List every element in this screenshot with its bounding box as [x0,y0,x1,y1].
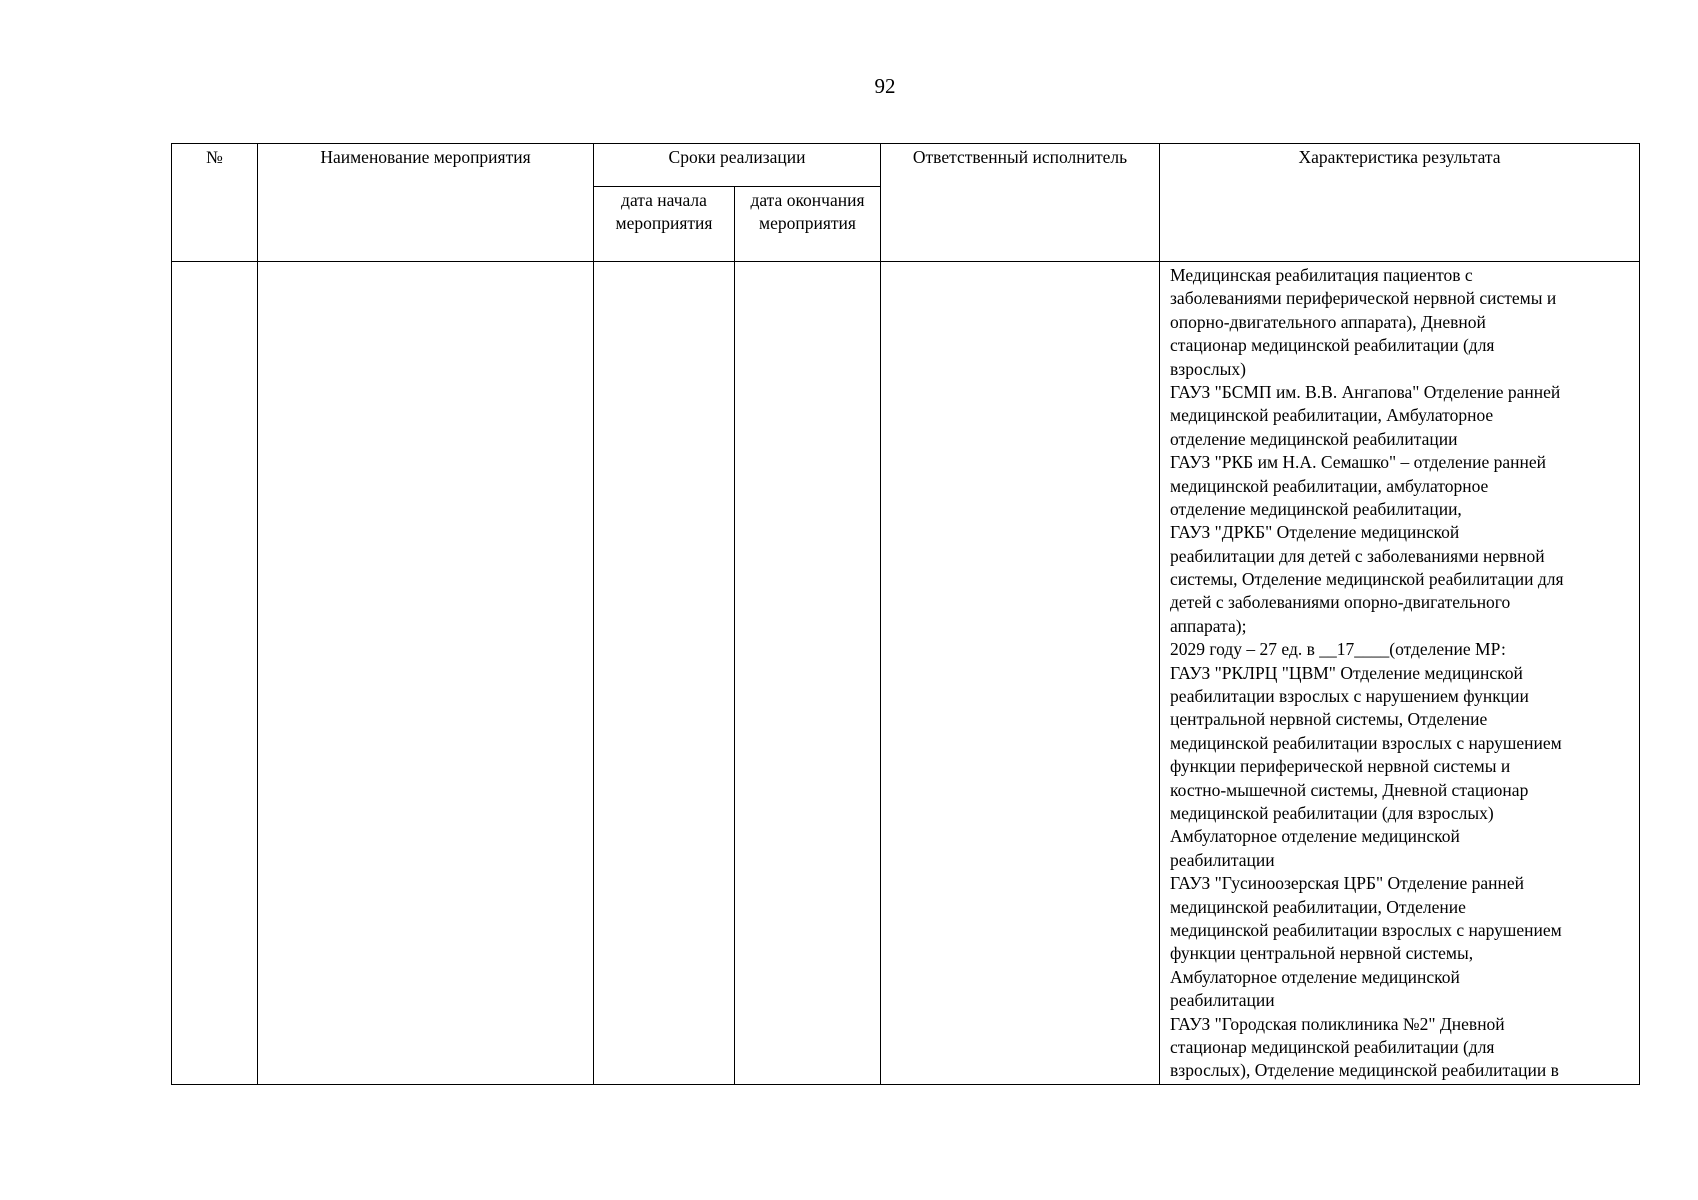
result-text-line: Амбулаторное отделение медицинской [1170,826,1460,847]
cell-measure-name [258,262,594,1085]
result-text-line: отделение медицинской реабилитации [1170,428,1458,449]
page-number: 92 [874,74,896,98]
cell-end-date [735,262,881,1085]
result-text-line: реабилитации для детей с заболеваниями нервной [1170,545,1545,566]
result-text-line: 2029 году – 27 ед. в __17____(отделение МР: [1170,639,1506,660]
header-number: № [172,144,258,262]
result-text-line: реабилитации [1170,990,1275,1011]
result-text-line: медицинской реабилитации, Отделение [1170,896,1466,917]
result-text-line: детей с заболеваниями опорно-двигательного [1170,592,1511,613]
result-text-line: аппарата); [1170,615,1247,636]
table-row [172,262,1640,1085]
result-text-line: функции периферической нервной системы и [1170,756,1511,777]
result-text-line: реабилитации взрослых с нарушением функции [1170,686,1529,707]
cell-number [172,262,258,1085]
result-text-line: системы, Отделение медицинской реабилитации для [1170,569,1564,590]
cell-result-characteristic [1160,262,1640,1085]
result-text-line: опорно-двигательного аппарата), Дневной [1170,311,1486,332]
result-text-line: медицинской реабилитации взрослых с нарушением [1170,732,1562,753]
cell-responsible-executor [881,262,1160,1085]
result-text-line: стационар медицинской реабилитации (для [1170,1036,1495,1057]
result-text-line: взрослых), Отделение медицинской реабилитации в [1170,1060,1559,1081]
result-text-line: отделение медицинской реабилитации, [1170,498,1462,519]
result-text-line: Медицинская реабилитация пациентов с [1170,265,1473,285]
header-result-characteristic: Характеристика результата [1160,144,1640,262]
measures-table [171,143,1640,1085]
result-text-line: заболеваниями периферической нервной системы и [1170,288,1557,309]
header-measure-name: Наименование мероприятия [258,144,594,262]
result-text-line: ГАУЗ "БСМП им. В.В. Ангапова" Отделение ранней [1170,381,1561,402]
result-text-line: стационар медицинской реабилитации (для [1170,335,1495,356]
cell-start-date [594,262,735,1085]
result-text-line: центральной нервной системы, Отделение [1170,709,1488,730]
result-text-line: ГАУЗ "РКЛРЦ "ЦВМ" Отделение медицинской [1170,662,1523,683]
result-text-line: реабилитации [1170,849,1275,870]
result-text-line: Амбулаторное отделение медицинской [1170,966,1460,987]
result-text-line: взрослых) [1170,358,1246,379]
result-text-line: медицинской реабилитации взрослых с нарушением [1170,919,1562,940]
result-text-line: ГАУЗ "ДРКБ" Отделение медицинской [1170,522,1460,543]
result-text-line: ГАУЗ "Городская поликлиника №2" Дневной [1170,1013,1505,1034]
header-responsible-executor: Ответственный исполнитель [881,144,1160,262]
result-text-line: медицинской реабилитации (для взрослых) [1170,802,1494,823]
result-text-line: костно-мышечной системы, Дневной стационар [1170,779,1529,800]
header-end-date: дата окончания мероприятия [735,187,881,262]
result-text-line: ГАУЗ "Гусиноозерская ЦРБ" Отделение ранней [1170,873,1525,894]
result-text-line: функции центральной нервной системы, [1170,943,1474,964]
result-text-line: медицинской реабилитации, Амбулаторное [1170,405,1494,426]
result-text-line: медицинской реабилитации, амбулаторное [1170,475,1489,496]
header-implementation-period: Сроки реализации [594,144,881,187]
result-text-line: ГАУЗ "РКБ им Н.А. Семашко" – отделение ранней [1170,452,1547,473]
header-start-date: дата начала мероприятия [594,187,735,262]
header-row [172,144,1640,187]
